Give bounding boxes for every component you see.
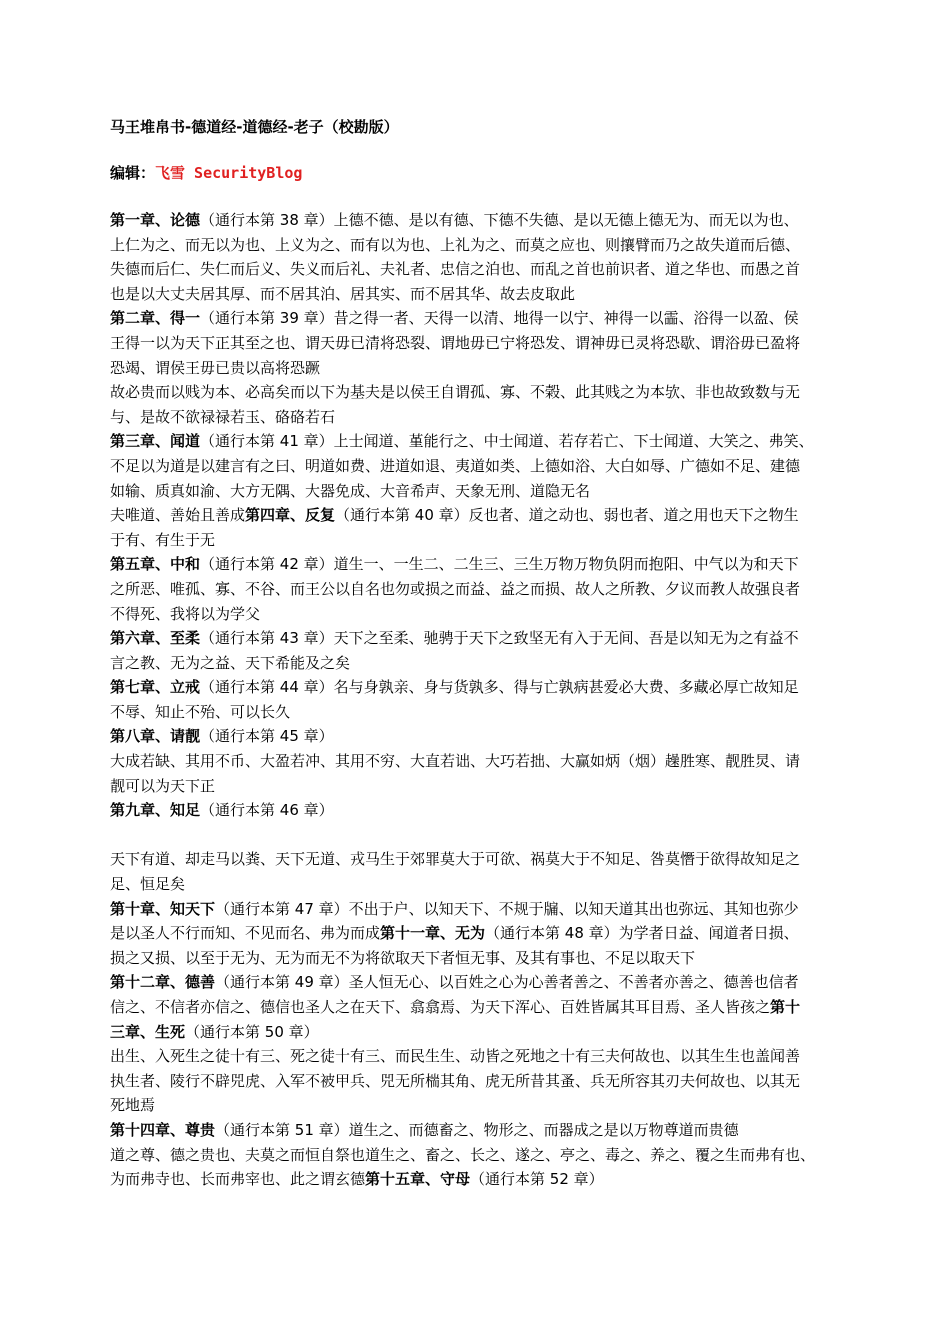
text-line — [110, 479, 870, 504]
chapter-text: （通行本第 50 章） — [185, 1022, 319, 1041]
text-line — [110, 528, 870, 553]
chapter-text: （通行本第 44 章）名与身孰亲、身与货孰多、得与亡孰病甚爱必大费、多藏必厚亡故知足 — [200, 678, 799, 697]
chapter-text: 失德而后仁、失仁而后义、失义而后礼、夫礼者、忠信之泊也、而乱之首也前识者、道之华也、而愚之首 — [110, 260, 801, 279]
chapter-text: 执生者、陵行不辟兕虎、入军不被甲兵、兕无所椯其角、虎无所昔其蚤、兵无所容其刃夫何故也、以其无 — [110, 1071, 801, 1090]
chapter-text: （通行本第 47 章）不出于户、以知天下、不规于牖、以知天道其出也弥远、其知也弥少 — [215, 899, 799, 918]
text-line — [110, 577, 870, 602]
text-line — [110, 1069, 870, 1094]
text-line — [110, 724, 870, 749]
text-line — [110, 208, 870, 233]
chapter-text: 于有、有生于无 — [110, 530, 216, 549]
chapter-text: 信之、不信者亦信之、德信也圣人之在天下、翕翕焉、为天下浑心、百姓皆属其耳目焉、圣人皆孩之 — [110, 998, 771, 1016]
text-line — [110, 749, 870, 774]
chapter-text: 故必贵而以贱为本、必高矣而以下为基夫是以侯王自谓孤、寡、不榖、此其贱之为本欤、非也故致数与无 — [110, 383, 801, 402]
chapter-heading: 第一章、论德 — [110, 211, 201, 229]
text-line — [110, 356, 870, 381]
text-line — [110, 1167, 870, 1192]
chapter-text: （通行本第 46 章） — [200, 801, 334, 820]
chapter-text: 与、是故不欲禄禄若玉、硌硌若石 — [110, 407, 336, 426]
chapter-heading: 第十四章、尊贵 — [110, 1120, 216, 1139]
chapter-text: （通行本第 38 章）上德不德、是以有德、下德不失德、是以无德上德无为、而无以为也、 — [200, 211, 799, 229]
text-line — [110, 798, 870, 823]
chapter-heading: 第四章、反复 — [245, 506, 336, 525]
text-line — [110, 380, 870, 405]
text-line — [110, 429, 870, 454]
text-line — [110, 774, 870, 799]
text-line — [110, 1093, 870, 1118]
blank-line — [110, 823, 870, 848]
text-line — [110, 405, 870, 430]
text-line — [110, 847, 870, 872]
text-line — [110, 946, 870, 971]
chapter-text: 为而弗寺也、长而弗宰也、此之谓玄德 — [110, 1170, 366, 1189]
editor-name-link[interactable]: 飞雪 SecurityBlog — [155, 164, 303, 182]
chapter-heading: 第十一章、无为 — [380, 924, 486, 943]
text-line — [110, 1118, 870, 1143]
chapter-text: 死地焉 — [110, 1096, 156, 1115]
editor-label: 编辑： — [110, 164, 156, 182]
chapter-text: （通行本第 48 章）为学者日益、闻道者日损、 — [485, 924, 799, 943]
text-line — [110, 1044, 870, 1069]
text-line — [110, 921, 870, 946]
text-line — [110, 503, 870, 528]
chapter-text: （通行本第 40 章）反也者、道之动也、弱也者、道之用也天下之物生 — [335, 506, 799, 525]
text-line — [110, 306, 870, 331]
chapter-heading: 第六章、至柔 — [110, 629, 201, 648]
chapter-heading: 第十五章、守母 — [365, 1170, 471, 1189]
chapter-heading: 第九章、知足 — [110, 801, 201, 820]
editor-line — [110, 162, 302, 183]
chapter-text: 出生、入死生之徒十有三、死之徒十有三、而民生生、动皆之死地之十有三夫何故也、以其生生也盖闻善 — [110, 1047, 801, 1066]
chapter-text: 不辱、知止不殆、可以长久 — [110, 702, 291, 721]
chapter-text: 也是以大丈夫居其厚、而不居其泊、居其实、而不居其华、故去皮取此 — [110, 284, 576, 303]
chapter-text: （通行本第 49 章）圣人恒无心、以百姓之心为心善者善之、不善者亦善之、德善也信者 — [215, 973, 799, 992]
text-line — [110, 1143, 870, 1168]
text-line — [110, 454, 870, 479]
chapter-text: 靓可以为天下正 — [110, 776, 216, 795]
text-line — [110, 651, 870, 676]
text-line — [110, 872, 870, 897]
text-line — [110, 675, 870, 700]
chapter-text: （通行本第 45 章） — [200, 727, 334, 746]
chapter-text: 之所恶、唯孤、寡、不谷、而王公以自名也勿或损之而益、益之而损、故人之所教、夕议而教人故强良者 — [110, 579, 801, 598]
chapter-text: 不足以为道是以建言有之曰、明道如费、进道如退、夷道如类、上德如浴、大白如辱、广德如不足、建德 — [110, 456, 801, 475]
document-body — [110, 208, 870, 1192]
text-line — [110, 331, 870, 356]
chapter-text: 是以圣人不行而知、不见而名、弗为而成 — [110, 924, 381, 943]
text-line — [110, 626, 870, 651]
chapter-heading: 第二章、得一 — [110, 309, 201, 328]
text-line — [110, 602, 870, 627]
chapter-heading: 第七章、立戒 — [110, 678, 201, 697]
text-line — [110, 897, 870, 922]
chapter-heading: 第八章、请靓 — [110, 727, 201, 746]
chapter-heading: 第三章、闻道 — [110, 432, 201, 451]
chapter-text: 损之又损、以至于无为、无为而无不为将欲取天下者恒无事、及其有事也、不足以取天下 — [110, 948, 696, 967]
chapter-text: 足、恒足矣 — [110, 875, 186, 894]
text-line — [110, 970, 870, 995]
chapter-text: 不得死、我将以为学父 — [110, 604, 261, 623]
chapter-text: 上仁为之、而无以为也、上义为之、而有以为也、上礼为之、而莫之应也、则攘臂而乃之故失道而后德、 — [110, 235, 801, 254]
chapter-text: （通行本第 51 章）道生之、而德畜之、物形之、而器成之是以万物尊道而贵德 — [215, 1120, 739, 1139]
text-line — [110, 233, 870, 258]
chapter-text: （通行本第 41 章）上士闻道、堇能行之、中士闻道、若存若亡、下士闻道、大笑之、弗笑、 — [200, 432, 814, 451]
chapter-heading: 第十 — [770, 998, 801, 1016]
text-line — [110, 700, 870, 725]
chapter-text: 恐竭、谓侯王毋已贵以高将恐蹶 — [110, 358, 321, 377]
chapter-heading: 第五章、中和 — [110, 555, 201, 574]
text-line — [110, 257, 870, 282]
chapter-text: 道之尊、德之贵也、夫莫之而恒自祭也道生之、畜之、长之、遂之、亭之、毒之、养之、覆之生而弗有也、 — [110, 1145, 816, 1164]
chapter-text: 大成若缺、其用不币、大盈若冲、其用不穷、大直若诎、大巧若拙、大赢如炳（烟）趮胜寒、靓胜炅、请 — [110, 752, 801, 771]
text-line — [110, 552, 870, 577]
chapter-heading: 三章、生死 — [110, 1022, 186, 1041]
chapter-text: 王得一以为天下正其至之也、谓天毋已清将恐裂、谓地毋已宁将恐发、谓神毋已灵将恐歇、谓浴毋已盈将 — [110, 333, 801, 352]
text-line — [110, 995, 870, 1020]
chapter-heading: 第十章、知天下 — [110, 899, 216, 918]
chapter-text: 如输、质真如渝、大方无隅、大器免成、大音希声、天象无刑、道隐无名 — [110, 481, 591, 500]
chapter-text: （通行本第 43 章）天下之至柔、驰骋于天下之致坚无有入于无间、吾是以知无为之有益不 — [200, 629, 799, 648]
chapter-text: （通行本第 39 章）昔之得一者、天得一以清、地得一以宁、神得一以霝、浴得一以盈、侯 — [200, 309, 799, 328]
document-title: 马王堆帛书-德道经-道德经-老子（校勘版） — [110, 118, 399, 136]
chapter-text: （通行本第 42 章）道生一、一生二、二生三、三生万物万物负阴而抱阳、中气以为和天下 — [200, 555, 799, 574]
chapter-text: 言之教、无为之益、天下希能及之矣 — [110, 653, 351, 672]
chapter-text: （通行本第 52 章） — [470, 1170, 604, 1189]
text-line — [110, 1020, 870, 1045]
chapter-text: 天下有道、却走马以粪、天下无道、戎马生于郊罪莫大于可欲、祸莫大于不知足、咎莫憯于欲得故知足之 — [110, 850, 801, 869]
chapter-heading: 第十二章、德善 — [110, 973, 216, 992]
text-line — [110, 282, 870, 307]
chapter-text: 夫唯道、善始且善成 — [110, 506, 246, 525]
